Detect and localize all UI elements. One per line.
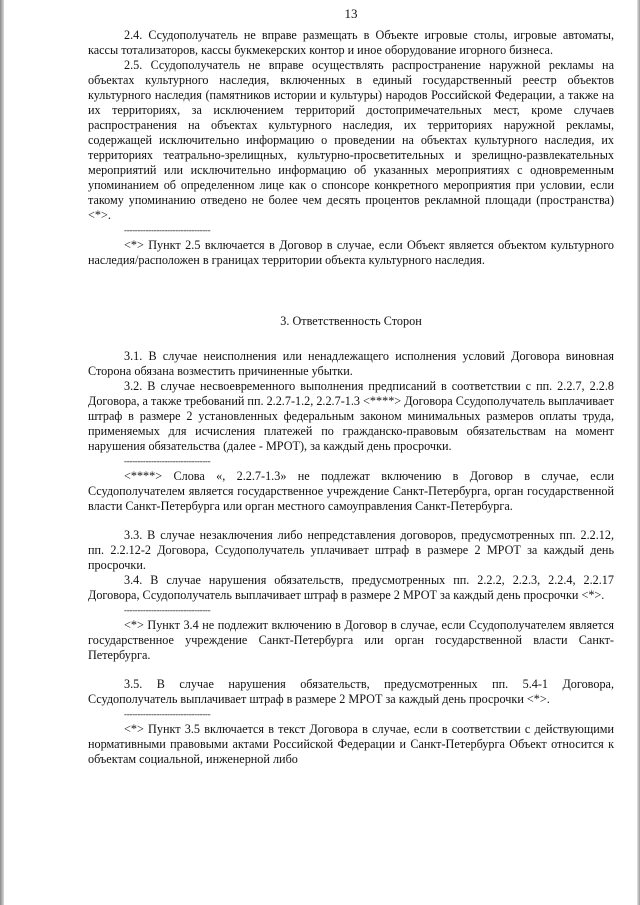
footnote-2-5: <*> Пункт 2.5 включается в Договор в случае, если Объект является объектом культурного наследия/расположен в границах территории объекта культурного наследия.	[88, 238, 614, 267]
footnote-separator: --------------------------------	[124, 225, 211, 235]
section-heading-3: 3. Ответственность Сторон	[280, 314, 422, 328]
spacer	[88, 514, 614, 528]
scan-left-edge	[0, 0, 4, 905]
footnote-3-5: <*> Пункт 3.5 включается в текст Договора в случае, если в соответствии с действующими нормативными правовыми актами Российской Федерации и Санкт-Петербурга Объект относится к объектам социальной, инженерной либо	[88, 722, 614, 766]
clause-3-4: 3.4. В случае нарушения обязательств, предусмотренных пп. 2.2.2, 2.2.3, 2.2.4, 2.2.17 Договора, Ссудополучатель выплачивает штраф в размере 2 МРОТ за каждый день просрочки <*>.	[88, 573, 614, 602]
footnote-separator: --------------------------------	[124, 605, 211, 615]
footnote-3-2: <****> Слова «, 2.2.7-1.3» не подлежат включению в Договор в случае, если Ссудополучателем является государственное учреждение Санкт-Петербурга, орган государственной власти Санкт-Петербурга или орган местного самоуправления Санкт-Петербурга.	[88, 469, 614, 513]
clause-2-5: 2.5. Ссудополучатель не вправе осуществлять распространение наружной рекламы на объектах культурного наследия, включенных в единый государственный реестр объектов культурного наследия (памятников истории и культуры) народов Российской Федерации, а также на их территориях, за исключением территорий достопримечательных мест, кроме случаев распространения на объектах культурного наследия, их территориях наружной рекламы, содержащей исключительно информацию о проведении на объектах культурного наследия, их территориях театрально-зрелищных, культурно-просветительных и зрелищно-развлекательных мероприятий или исключительно информацию об указанных мероприятиях с одновременным упоминанием об определенном лице как о спонсоре конкретного мероприятия при условии, если такому упоминанию отведено не более чем десять процентов рекламной площади (пространства) <*>.	[88, 58, 614, 222]
clause-2-4: 2.4. Ссудополучатель не вправе размещать в Объекте игровые столы, игровые автоматы, кассы тотализаторов, кассы букмекерских контор и иное оборудование игорного бизнеса.	[88, 28, 614, 57]
footnote-3-4: <*> Пункт 3.4 не подлежит включению в Договор в случае, если Ссудополучателем является государственное учреждение Санкт-Петербурга или орган государственной власти Санкт-Петербурга.	[88, 618, 614, 662]
clause-3-3: 3.3. В случае незаключения либо непредставления договоров, предусмотренных пп. 2.2.12, пп. 2.2.12-2 Договора, Ссудополучатель уплачивает штраф в размере 2 МРОТ за каждый день просрочки.	[88, 528, 614, 572]
clause-3-5: 3.5. В случае нарушения обязательств, предусмотренных пп. 5.4-1 Договора, Ссудополучатель выплачивает штраф в размере 2 МРОТ за каждый день просрочки <*>.	[88, 677, 614, 706]
page-number: 13	[344, 6, 358, 21]
footnote-separator: --------------------------------	[124, 456, 211, 466]
clause-3-1: 3.1. В случае неисполнения или ненадлежащего исполнения условий Договора виновная Сторона обязана возместить причиненные убытки.	[88, 349, 614, 378]
clause-3-2: 3.2. В случае несвоевременного выполнения предписаний в соответствии с пп. 2.2.7, 2.2.8 Договора, а также требований пп. 2.2.7-1.2, 2.2.7-1.3 <****> Договора Ссудополучатель выплачивает штраф в размере 2 установленных федеральным законом минимальных размеров оплаты труда, применяемых для исчисления платежей по гражданско-правовым обязательствам на момент нарушения обязательства (далее - МРОТ), за каждый день просрочки.	[88, 379, 614, 453]
spacer	[88, 663, 614, 677]
footnote-separator: --------------------------------	[124, 709, 211, 719]
